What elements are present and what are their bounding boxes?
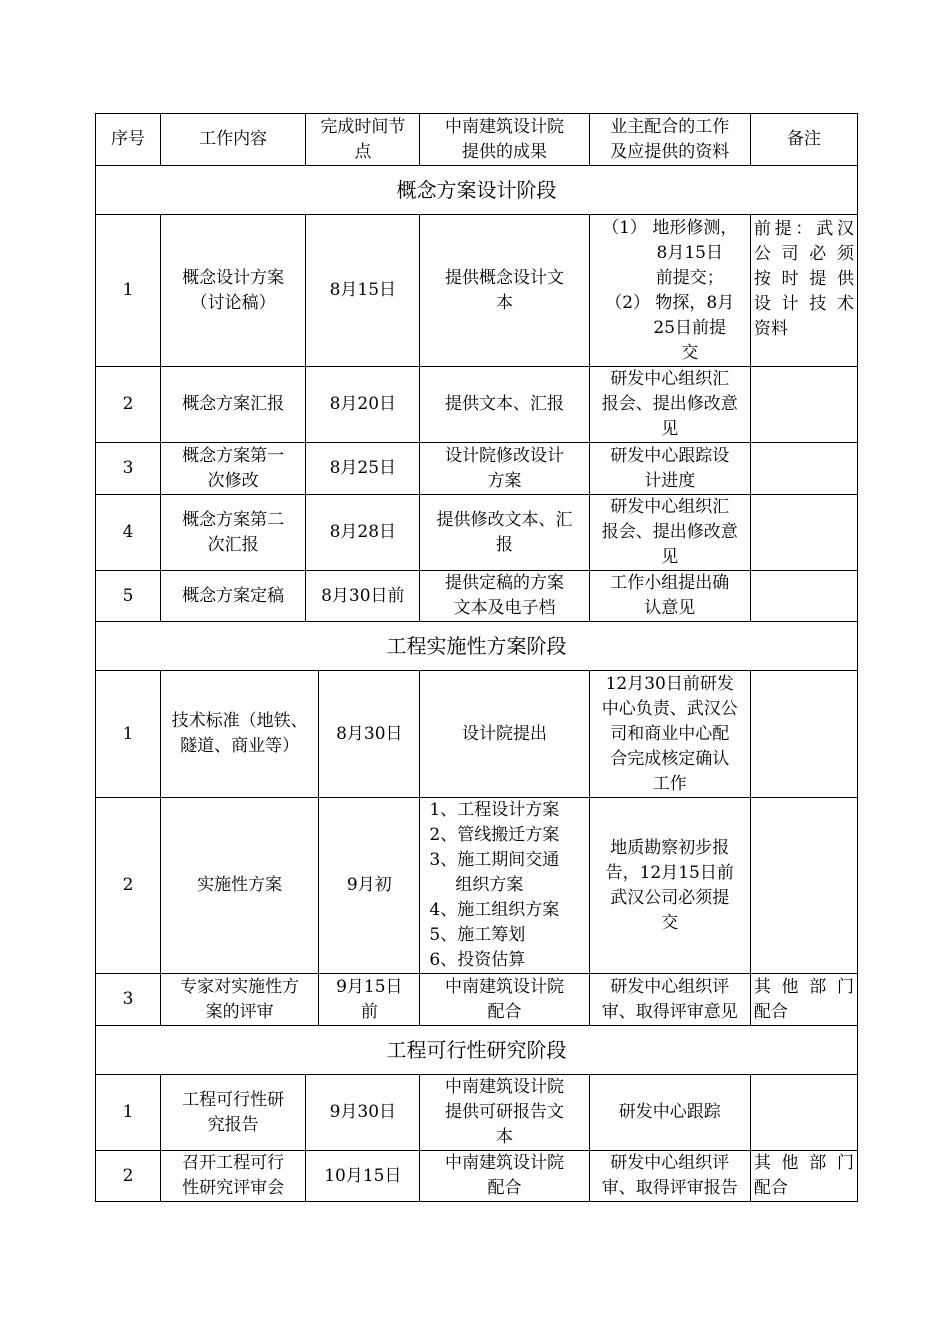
row-owner: 12月30日前研发 中心负责、武汉公 司和商业中心配 合完成核定确认 工作 — [589, 671, 750, 798]
row-note: 其他部门 配合 — [750, 974, 857, 1026]
section-title-row — [96, 1026, 858, 1075]
table-row — [96, 1075, 858, 1151]
row-owner: 研发中心组织汇 报会、提出修改意 见 — [589, 367, 750, 443]
row-note: 其他部门 配合 — [750, 1151, 857, 1202]
row-time: 9月30日 — [306, 1075, 420, 1151]
row-owner: 工作小组提出确 认意见 — [589, 571, 750, 622]
table-row — [96, 671, 858, 798]
row-note — [750, 367, 857, 443]
row-content: 概念设计方案 （讨论稿） — [161, 215, 306, 367]
row-note — [750, 671, 857, 798]
row-no: 2 — [96, 367, 161, 443]
row-no: 3 — [96, 974, 161, 1026]
row-content: 概念方案汇报 — [161, 367, 306, 443]
row-note — [750, 443, 857, 495]
header-note: 备注 — [750, 114, 857, 166]
row-content: 概念方案第一 次修改 — [161, 443, 306, 495]
row-no: 5 — [96, 571, 161, 622]
row-no: 1 — [96, 1075, 161, 1151]
row-content: 专家对实施性方 案的评审 — [161, 974, 319, 1026]
section-title: 概念方案设计阶段 — [96, 166, 858, 215]
row-no: 2 — [96, 798, 161, 974]
row-owner: 地质勘察初步报 告，12月15日前 武汉公司必须提 交 — [589, 798, 750, 974]
row-result: 提供概念设计文 本 — [420, 215, 589, 367]
row-no: 1 — [96, 215, 161, 367]
row-result: 设计院修改设计 方案 — [420, 443, 589, 495]
row-content: 概念方案定稿 — [161, 571, 306, 622]
row-result: 设计院提出 — [420, 671, 589, 798]
row-note — [750, 798, 857, 974]
table-row — [96, 571, 858, 622]
row-note: 前提：武汉 公司必须 按时提供 设计技术 资料 — [750, 215, 857, 367]
row-content: 工程可行性研 究报告 — [161, 1075, 306, 1151]
row-time: 8月28日 — [306, 495, 420, 571]
row-owner: 研发中心组织汇 报会、提出修改意 见 — [589, 495, 750, 571]
row-content: 召开工程可行 性研究评审会 — [161, 1151, 306, 1202]
row-content: 实施性方案 — [161, 798, 319, 974]
table-row — [96, 974, 858, 1026]
section-title-row — [96, 622, 858, 671]
row-result: 提供修改文本、汇 报 — [420, 495, 589, 571]
row-result-list: 1、工程设计方案 2、管线搬迁方案 3、施工期间交通 组织方案 4、施工组织方案 5、施工筹划 6、投资估算 — [420, 798, 589, 974]
row-result: 中南建筑设计院 配合 — [420, 1151, 589, 1202]
section-title: 工程实施性方案阶段 — [96, 622, 858, 671]
row-no: 4 — [96, 495, 161, 571]
header-content: 工作内容 — [161, 114, 306, 166]
table-row — [96, 798, 858, 974]
row-owner: （1） 地形修测， 8月15日 前提交； （2） 物探，8月 25日前提 交 — [589, 215, 750, 367]
table-row — [96, 215, 858, 367]
row-owner: 研发中心跟踪 — [589, 1075, 750, 1151]
row-owner: 研发中心组织评 审、取得评审意见 — [589, 974, 750, 1026]
table-row — [96, 367, 858, 443]
row-note — [750, 571, 857, 622]
row-content: 技术标准（地铁、 隧道、商业等） — [161, 671, 319, 798]
header-owner: 业主配合的工作 及应提供的资料 — [589, 114, 750, 166]
schedule-document — [95, 113, 858, 1202]
row-no: 3 — [96, 443, 161, 495]
row-time: 8月20日 — [306, 367, 420, 443]
row-owner: 研发中心组织评 审、取得评审报告 — [589, 1151, 750, 1202]
row-no: 2 — [96, 1151, 161, 1202]
row-time: 9月15日 前 — [319, 974, 420, 1026]
row-note — [750, 1075, 857, 1151]
row-note — [750, 495, 857, 571]
header-result: 中南建筑设计院 提供的成果 — [420, 114, 589, 166]
row-time: 8月25日 — [306, 443, 420, 495]
row-owner: 研发中心跟踪设 计进度 — [589, 443, 750, 495]
section-title-row — [96, 166, 858, 215]
row-result: 中南建筑设计院 配合 — [420, 974, 589, 1026]
table-row — [96, 495, 858, 571]
schedule-table — [95, 113, 858, 1202]
row-time: 8月15日 — [306, 215, 420, 367]
row-no: 1 — [96, 671, 161, 798]
header-no: 序号 — [96, 114, 161, 166]
row-time: 8月30日前 — [306, 571, 420, 622]
header-row — [96, 114, 858, 166]
row-time: 9月初 — [319, 798, 420, 974]
header-time: 完成时间节 点 — [306, 114, 420, 166]
row-result: 提供文本、汇报 — [420, 367, 589, 443]
section-title: 工程可行性研究阶段 — [96, 1026, 858, 1075]
row-result: 提供定稿的方案 文本及电子档 — [420, 571, 589, 622]
row-time: 10月15日 — [306, 1151, 420, 1202]
row-content: 概念方案第二 次汇报 — [161, 495, 306, 571]
table-row — [96, 1151, 858, 1202]
row-time: 8月30日 — [319, 671, 420, 798]
table-row — [96, 443, 858, 495]
row-result: 中南建筑设计院 提供可研报告文 本 — [420, 1075, 589, 1151]
